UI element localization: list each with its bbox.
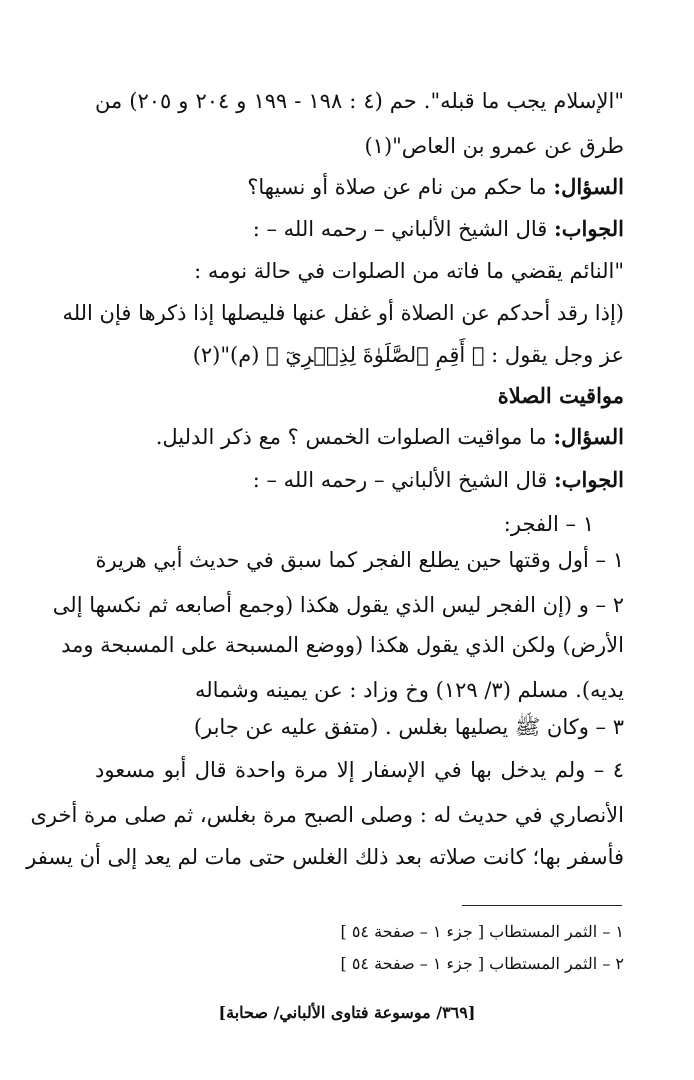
text-line-15: يديه). مسلم (٣/ ١٢٩) وخ وزاد : عن يمينه وشماله	[194, 678, 624, 702]
answer-2	[95, 465, 624, 495]
question-label: السؤال:	[553, 424, 624, 449]
text-line-5: "النائم يقضي ما فاته من الصلوات في حالة نومه :	[194, 259, 624, 283]
question-label: السؤال:	[553, 174, 624, 199]
section-heading: مواقيت الصلاة	[497, 383, 624, 408]
footnote-2: ٢ – الثمر المستطاب [ جزء ١ – صفحة ٥٤ ]	[340, 954, 624, 973]
question-1	[95, 172, 624, 202]
text-line-7: عز وجل يقول : ﴿ أَقِمِ ٱلصَّلَوٰةَ لِذِكۡرِيٓ ﴾ (م)"(٢)	[192, 343, 624, 367]
text-line-6: (إذا رقد أحدكم عن الصلاة أو غفل عنها فليصلها إذا ذكرها فإن الله	[62, 301, 624, 325]
answer-label: الجواب:	[554, 467, 624, 492]
text-line-14: الأرض) ولكن الذي يقول هكذا (ووضع المسبحة على المسبحة ومد	[61, 633, 624, 657]
text-line-17: ٤ – ولم يدخل بها في الإسفار إلا مرة واحدة قال أبو مسعود	[95, 758, 624, 782]
question-text: ما حكم من نام عن صلاة أو نسيها؟	[247, 175, 554, 199]
footnote-divider	[462, 905, 622, 906]
text-line-12: ١ – أول وقتها حين يطلع الفجر كما سبق في حديث أبي هريرة	[95, 548, 624, 572]
text-line-16: ٣ – وكان ﷺ يصليها بغلس . (متفق عليه عن جابر)	[193, 715, 624, 739]
answer-text: قال الشيخ الألباني – رحمه الله – :	[252, 468, 554, 492]
answer-1	[95, 214, 624, 244]
text-line-2: طرق عن عمرو بن العاص"(١)	[364, 134, 624, 158]
answer-label: الجواب:	[554, 216, 624, 241]
answer-text: قال الشيخ الألباني – رحمه الله – :	[252, 217, 554, 241]
footnote-1: ١ – الثمر المستطاب [ جزء ١ – صفحة ٥٤ ]	[340, 922, 624, 941]
page-footer: [٣٦٩/ موسوعة فتاوى الألباني/ صحابة]	[218, 1003, 476, 1022]
text-line-13: ٢ – و (إن الفجر ليس الذي يقول هكذا (وجمع أصابعه ثم نكسها إلى	[52, 593, 624, 617]
text-line-11: ١ – الفجر:	[503, 512, 594, 536]
question-text: ما مواقيت الصلوات الخمس ؟ مع ذكر الدليل.	[155, 425, 554, 449]
text-line-1: "الإسلام يجب ما قبله". حم (٤ : ١٩٨ - ١٩٩ و ٢٠٤ و ٢٠٥) من	[95, 89, 624, 113]
question-2	[95, 422, 624, 452]
text-line-19: فأسفر بها؛ كانت صلاته بعد ذلك الغلس حتى مات لم يعد إلى أن يسفر	[26, 845, 624, 869]
text-line-18: الأنصاري في حديث له : وصلى الصبح مرة بغلس، ثم صلى مرة أخرى	[30, 803, 624, 827]
